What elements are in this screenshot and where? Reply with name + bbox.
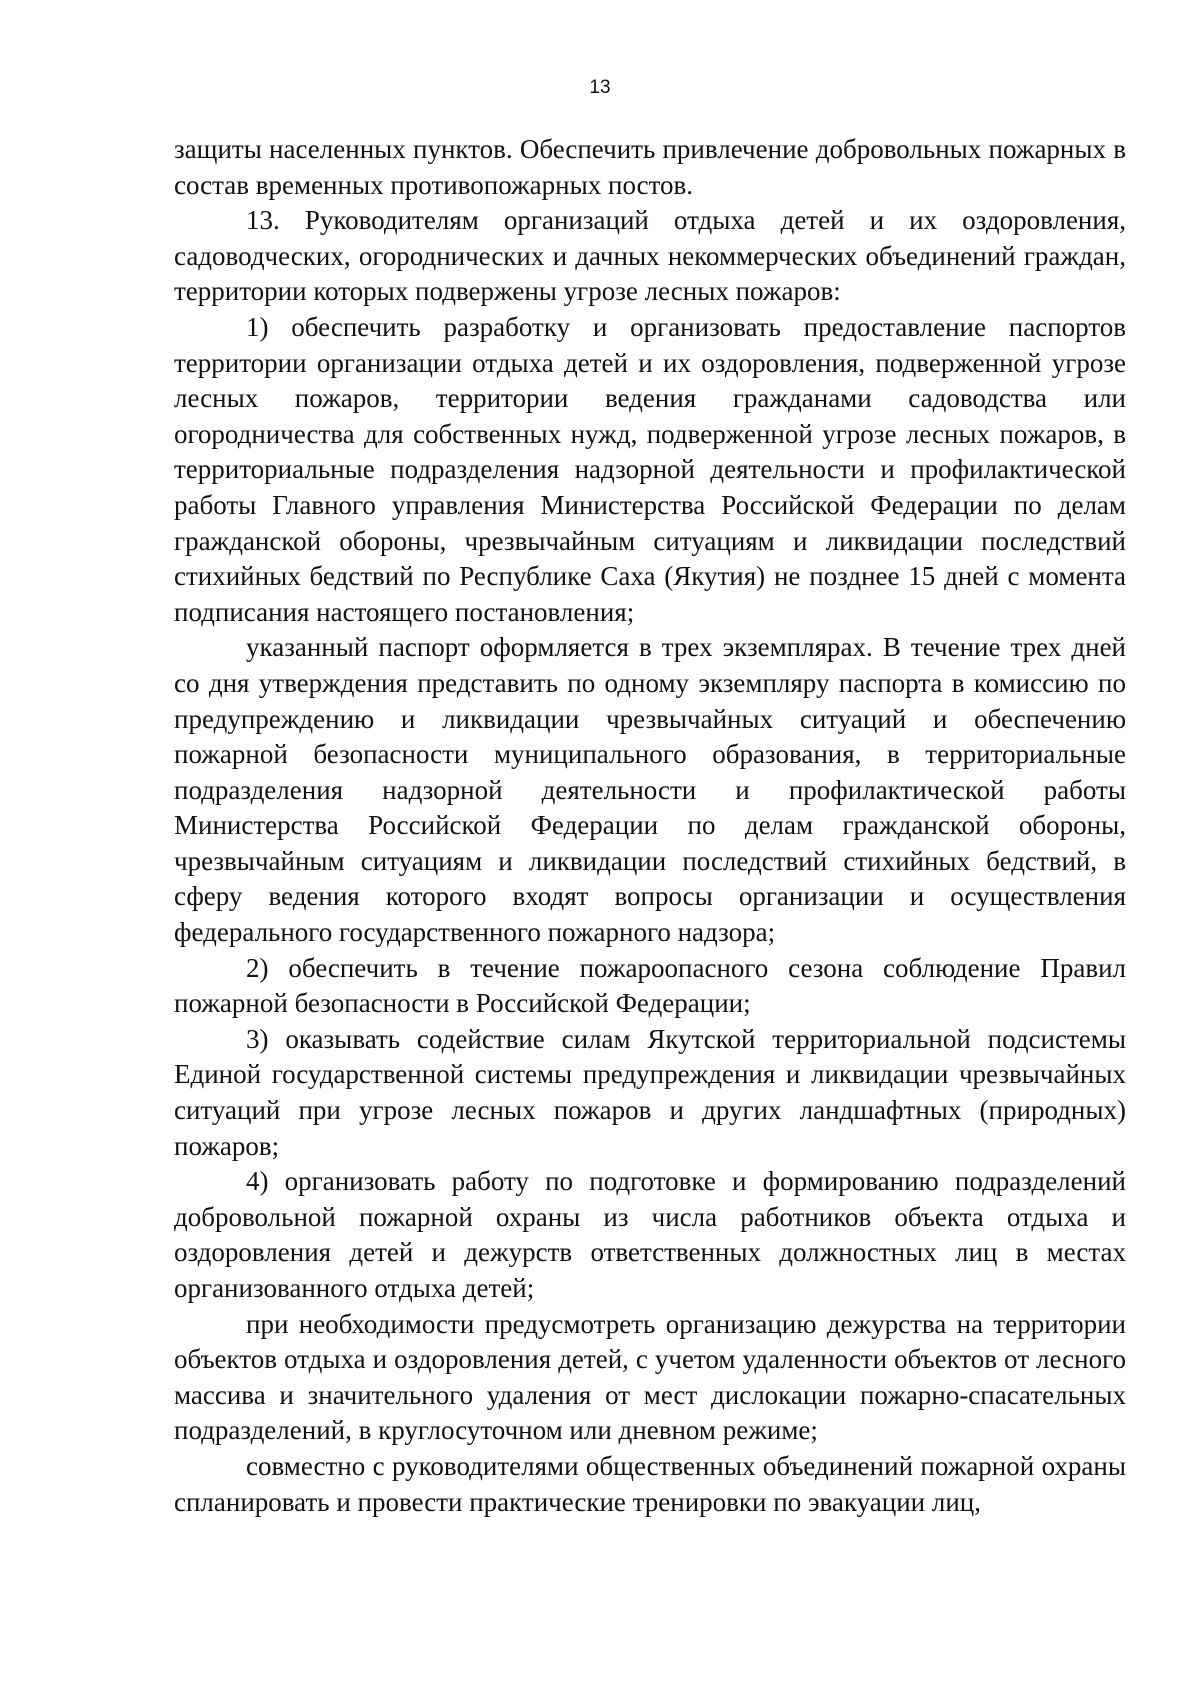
paragraph-subitem-2: 2) обеспечить в течение пожароопасного сезона соблюдение Правил пожарной безопасности в Российской Федерации; (174, 952, 1126, 1019)
paragraph-subitem-4: 4) организовать работу по подготовке и формированию подразделений добровольной пожарной охраны из числа работников объекта отдыха и оздоровления детей и дежурств ответственных должностных лиц в местах организованного отдыха детей; (174, 1166, 1126, 1303)
paragraph-passport-copies: указанный паспорт оформляется в трех экземплярах. В течение трех дней со дня утверждения представить по одному экземпляру паспорта в комиссию по предупреждению и ликвидации чрезвычайных ситуаций и обеспечению пожарной безопасности муниципального образования, в территориальные подразделения надзорной деятельности и профилактической работы Министерства Российской Федерации по делам гражданской обороны, чрезвычайным ситуациям и ликвидации последствий стихийных бедствий, в сферу ведения которого входят вопросы организации и осуществления федерального государственного пожарного надзора; (174, 632, 1126, 948)
paragraph-subitem-3: 3) оказывать содействие силам Якутской территориальной подсистемы Единой государственной системы предупреждения и ликвидации чрезвычайных ситуаций при угрозе лесных пожаров и других ландшафтных (природных) пожаров; (174, 1023, 1126, 1161)
paragraph-duty-organization: при необходимости предусмотреть организацию дежурства на территории объектов отдыха и оздоровления детей, с учетом удаленности объектов от лесного массива и значительного удаления от мест дислокации пожарно-спасательных подразделений, в круглосуточном или дневном режиме; (174, 1308, 1126, 1446)
page-number: 13 (589, 77, 611, 98)
paragraph-subitem-1: 1) обеспечить разработку и организовать предоставление паспортов территории организации отдыха детей и их оздоровления, подверженной угрозе лесных пожаров, территории ведения гражданами садоводства или огородничества для собственных нужд, подверженной угрозе лесных пожаров, в территориальные подразделения надзорной деятельности и профилактической работы Главного управления Министерства Российской Федерации по делам гражданской обороны, чрезвычайным ситуациям и ликвидации последствий стихийных бедствий по Республике Саха (Якутия) не позднее 15 дней с момента подписания настоящего постановления; (174, 311, 1126, 627)
paragraph-continuation: защиты населенных пунктов. Обеспечить привлечение добровольных пожарных в состав временных противопожарных постов. (174, 134, 1126, 200)
paragraph-evacuation-training: совместно с руководителями общественных объединений пожарной охраны спланировать и провести практические тренировки по эвакуации лиц, (174, 1450, 1126, 1517)
document-body (174, 132, 1126, 1520)
paragraph-item-13: 13. Руководителям организаций отдыха детей и их оздоровления, садоводческих, огороднических и дачных некоммерческих объединений граждан, территории которых подвержены угрозе лесных пожаров: (174, 205, 1126, 307)
